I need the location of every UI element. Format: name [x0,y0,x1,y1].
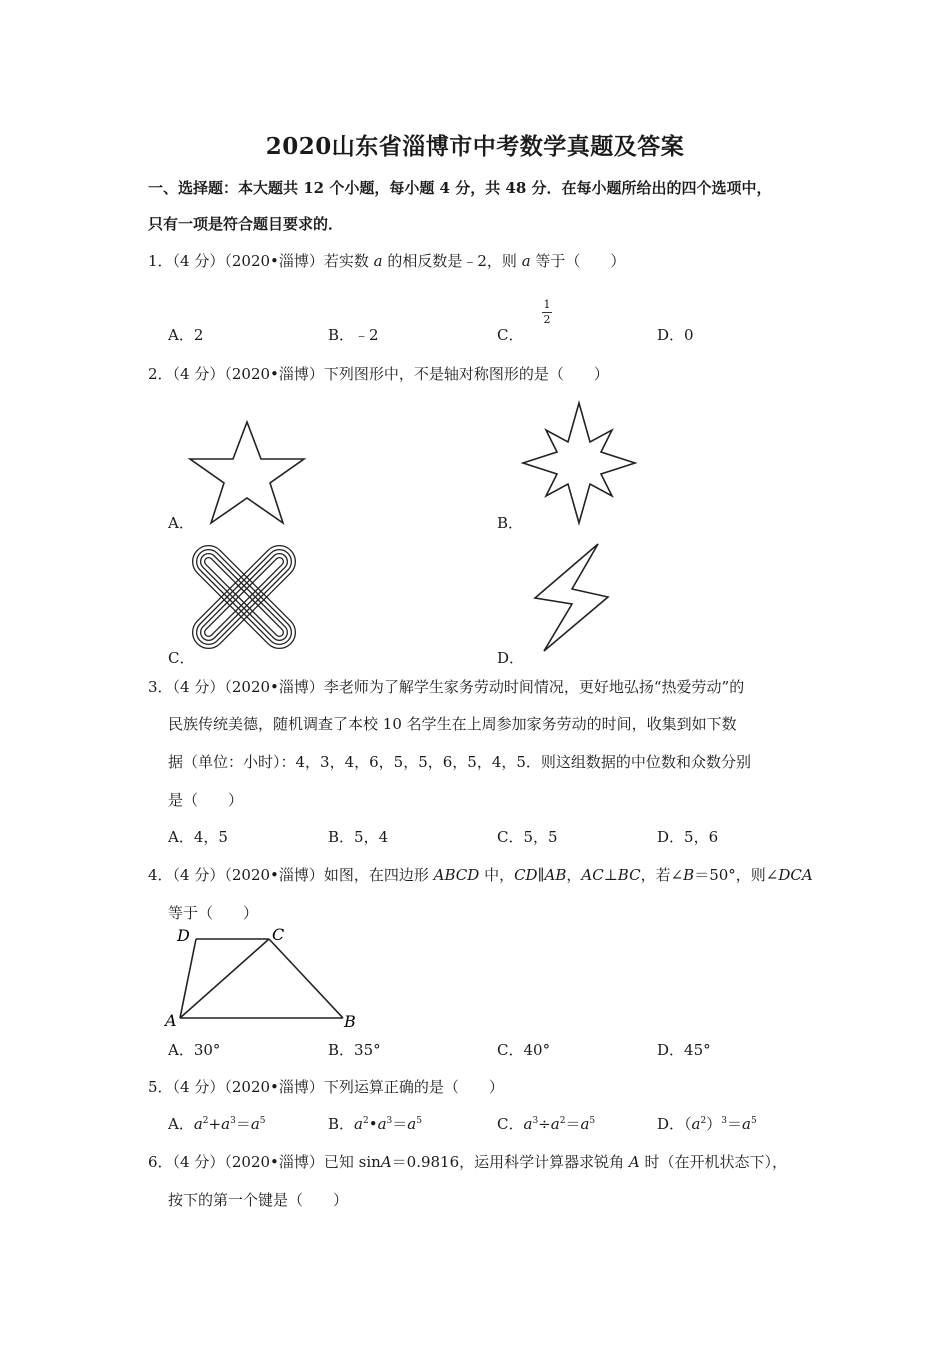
lightning-bolt-figure [532,542,612,654]
eight-point-star-figure [522,400,640,525]
question-3-option-a: A．4，5 [168,828,228,846]
five-point-star-figure [190,420,310,530]
question-1-option-d: D．0 [657,326,694,344]
question-3-line-1: 3．（4 分）（2020•淄博）李老师为了解学生家务劳动时间情况，更好地弘扬“热爱劳动”的 [148,678,745,696]
page-title: 2020山东省淄博市中考数学真题及答案 [265,133,685,160]
question-5-option-d: D．$(a^2)^3=a^5$ [657,1115,757,1133]
question-2-stem: 2．（4 分）（2020•淄博）下列图形中，不是轴对称图形的是（ ） [148,365,609,383]
vertex-label-a: A [165,1011,177,1030]
question-3-option-d: D．5，6 [657,828,719,846]
vertex-label-d: D [177,926,190,945]
question-1-option-a: A．2 [168,326,204,344]
section-heading-line2: 只有一项是符合题目要求的． [148,215,344,233]
question-4-line-2: 等于（ ） [168,904,259,922]
question-4-option-c: C．40° [497,1041,551,1059]
question-3-line-2: 民族传统美德，随机调查了本校 10 名学生在上周参加家务劳动的时间，收集到如下数 [168,715,737,733]
question-2-option-d: D． [497,649,525,667]
question-6-line-2: 按下的第一个键是（ ） [168,1191,349,1209]
interlaced-knot-figure [192,545,296,649]
question-5-option-a: A．$a^2+a^3=a^5$ [168,1115,266,1133]
question-5-option-c: C．$a^3\div a^2=a^5$ [497,1115,596,1133]
question-3-line-4: 是（ ） [168,791,244,809]
question-4-option-b: B．35° [328,1041,381,1059]
question-2-option-c: C． [168,649,195,667]
question-5-option-b: B．$a^2•a^3=a^5$ [328,1115,422,1133]
quadrilateral-abcd-figure [163,925,363,1030]
question-5-stem: 5．（4 分）（2020•淄博）下列运算正确的是（ ） [148,1078,504,1096]
question-4-option-a: A．30° [168,1041,221,1059]
question-1-stem: 1．（4 分）（2020•淄博）若实数 a 的相反数是﹣2，则 a 等于（ ） [148,252,626,270]
question-1-option-c: C． [497,326,524,344]
question-1-option-c-fraction: 1 2 [543,298,551,326]
question-2-option-b: B． [497,514,524,532]
question-4-option-d: D．45° [657,1041,711,1059]
vertex-label-c: C [272,925,285,944]
question-3-option-b: B．5，4 [328,828,389,846]
question-4-line-1: 4．（4 分）（2020•淄博）如图，在四边形 ABCD 中，CD∥AB，AC⊥BC，若∠B＝50°，则∠DCA [148,866,813,884]
question-1-option-b: B．﹣2 [328,326,379,344]
vertex-label-b: B [344,1012,356,1031]
question-3-line-3: 据（单位：小时）：4，3，4，6，5，5，6，5，4，5．则这组数据的中位数和众数分别 [168,753,751,771]
question-2-option-a: A． [168,514,194,532]
question-3-option-c: C．5，5 [497,828,558,846]
section-heading-line1: 一、选择题：本大题共 12 个小题，每小题 4 分，共 48 分．在每小题所给出的四个选项中， [148,179,772,197]
question-6-line-1: 6．（4 分）（2020•淄博）已知 sinA＝0.9816，运用科学计算器求锐角 A 时（在开机状态下）， [148,1153,788,1171]
